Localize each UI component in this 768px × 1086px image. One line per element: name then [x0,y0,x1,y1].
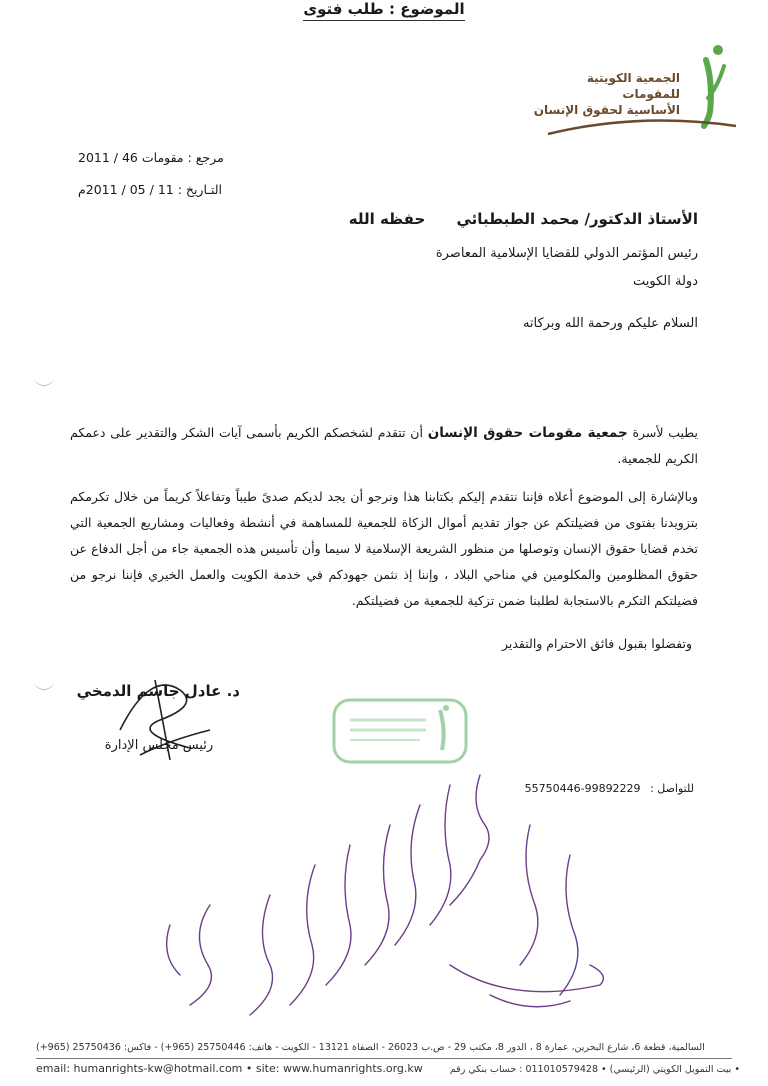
reference-line [78,150,258,165]
paragraph-1 [70,420,698,472]
addressee-honorific: حفظه الله [348,210,426,228]
logo-line-1: الجمعية الكويتية للمقومات [586,71,680,101]
subject-value: طلب فتوى [303,0,384,18]
contact-phones: 55750446-99892229 [524,782,641,795]
logo-line-2: الأساسية لحقوق الإنسان [533,103,680,117]
footer-divider [36,1058,732,1059]
organization-stamp-icon [330,696,470,766]
signer-name: د. عادل جاسم الدمخي [76,682,240,700]
closing-line: وتفضلوا بقبول فائق الاحترام والتقدير [501,636,692,651]
paragraph-1-rest: أن تتقدم لشخصكم الكريم بأسمى آيات الشكر والتقدير على دعمكم الكريم للجمعية. [70,425,698,466]
logo-figure-icon [538,42,738,142]
handwritten-annotation-icon [150,765,620,1025]
addressee-name: الأستاذ الدكتور/ محمد الطبطبائي [456,210,698,228]
paragraph-2: وبالإشارة إلى الموضوع أعلاه فإننا نتقدم إليكم بكتابنا هذا ونرجو أن يجد لديكم صدىً طيباً وتفاعلاً كريماً من خلال تكرمكم بتزويدنا بفتوى من فضيلتكم عن جواز تقديم أموال الزكاة للجمعية للمساهمة في أنشطة وفعاليات ومشاريع الجمعية التي تخدم قضايا حقوق الإنسان وتوصلها من منظور الشريعة الإسلامية لا سيما وأن تأسيس هذه الجمعية جاء من أجل الدفاع عن حقوق المظلومين والمكلومين في مناحي البلاد ، وإننا إذ نثمن جهودكم في خدمة الكويت والعمل الخيري فإننا نرجو من فضيلتكم التكرم بالاستجابة لطلبنا ضمن تزكية للجمعية من فضيلتكم. [70,489,698,608]
signature-scribble-icon [100,660,220,770]
greeting: السلام عليكم ورحمة الله وبركاته [522,316,698,331]
addressee-name-line [349,210,698,228]
date-value: 11 / 05 / 2011م [78,182,174,197]
punch-hole-mark [34,680,54,690]
addressee-title: رئيس المؤتمر الدولي للقضايا الإسلامية المعاصرة [435,246,698,261]
date-line [78,182,258,197]
reference-value: مقومات 46 / 2011 [78,150,184,165]
footer-email-site: email: humanrights-kw@hotmail.com • site: www.humanrights.org.kw [36,1062,423,1075]
paragraph-1-lead: يطيب لأسرة [632,425,698,440]
addressee-country: دولة الكويت [633,274,698,289]
contact-label: للتواصل : [650,782,694,795]
reference-label: مرجع : [187,150,224,165]
date-label: التـاريخ : [177,182,222,197]
punch-hole-mark [34,376,54,386]
subject-line [0,0,768,18]
subject-label: الموضوع : [389,0,465,18]
footer-bank: • بيت التمويل الكويتي (الرئيسي) • 011010579428 : حساب بنكي رقم [449,1064,740,1075]
organization-name: جمعية مقومات حقوق الإنسان [427,425,628,441]
footer-address: السالمية، قطعة 6، شارع البحرين، عمارة 8 ، الدور 8، مكتب 29 - ص.ب 26023 - الصفاة 13121 - الكويت - هاتف: 25750446 (965+) - فاكس: 25750436 (965+) [36,1042,705,1053]
organization-logo [533,42,738,142]
signer-title: رئيس مجلس الإدارة [104,738,214,753]
